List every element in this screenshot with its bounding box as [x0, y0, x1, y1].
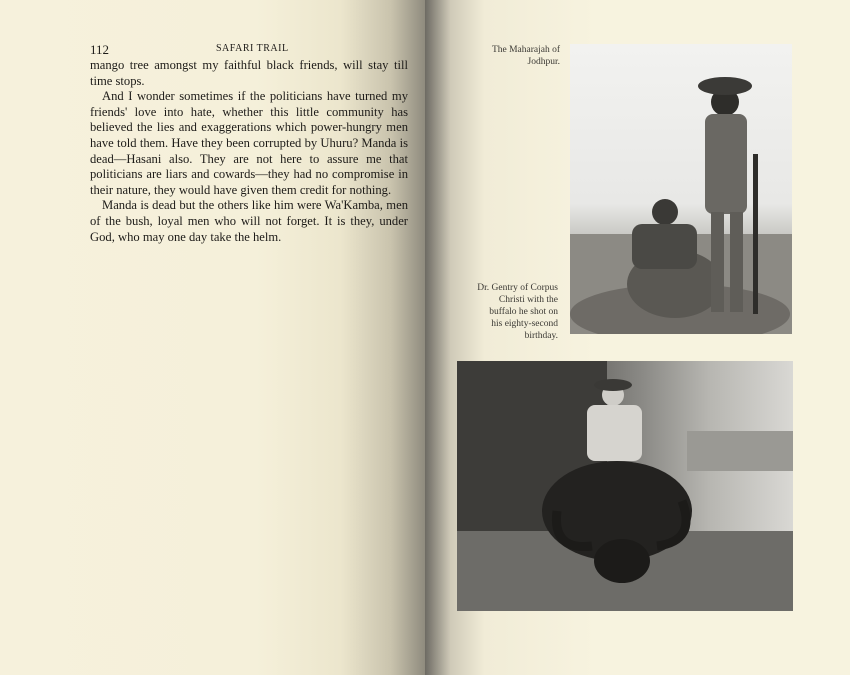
photo-gentry-with-buffalo [457, 361, 793, 611]
page-number: 112 [90, 42, 110, 57]
body-text [90, 58, 408, 245]
caption-line: his eighty-second [491, 319, 558, 329]
running-head [90, 40, 408, 58]
paragraph: mango tree amongst my faithful black friends, will stay till time stops. [90, 58, 408, 88]
photo-gentry-with-buffalo-drawing [457, 361, 793, 611]
text-block [90, 40, 408, 245]
photo-caption-maharajah [460, 44, 560, 68]
caption-line: birthday. [524, 331, 558, 341]
paragraph: Manda is dead but the others like him were Wa'Kamba, men of the bush, loyal men who will not forget. It is they, under God, who may one day take the helm. [90, 198, 408, 244]
caption-line: The Maharajah of [491, 45, 560, 55]
paragraph: And I wonder sometimes if the politicians have turned my friends' love into hate, whether this little community has believed the lies and exaggerations which power-hungry men have told them. Have they been corrupted by Uhuru? Manda is dead—Hasani also. They are not here to assure me that politicians are liars and cowards—they had no compromise in their nature, they would have given them credit for nothing. [90, 89, 408, 197]
caption-line: Dr. Gentry of Corpus [477, 283, 558, 293]
photo-maharajah-with-lion-drawing [570, 44, 792, 334]
caption-line: Christi with the [498, 295, 558, 305]
photo-caption-gentry [440, 282, 558, 342]
running-title: SAFARI TRAIL [216, 43, 289, 54]
photo-maharajah-with-lion [570, 44, 792, 334]
caption-line: buffalo he shot on [489, 307, 558, 317]
caption-line: Jodhpur. [527, 57, 560, 67]
